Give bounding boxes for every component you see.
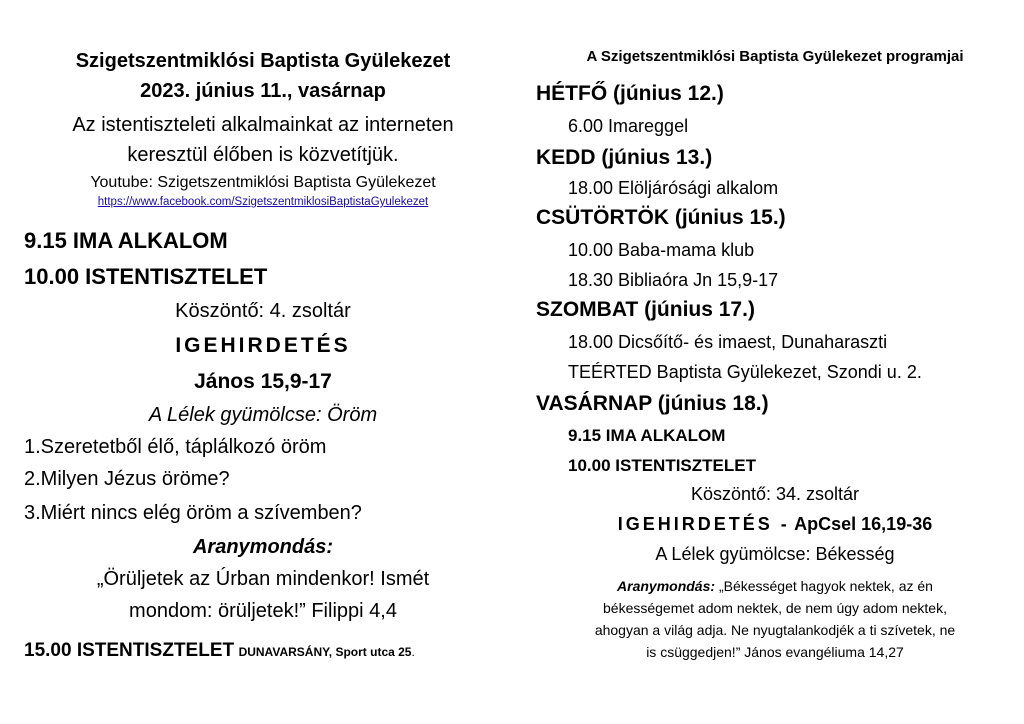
sermon-point-3: 3.Miért nincs elég öröm a szívemben? xyxy=(24,502,362,524)
saturday-event-1: 18.00 Dicsőítő- és imaest, Dunaharaszti xyxy=(568,332,888,352)
afternoon-service: 15.00 ISTENTISZTELET xyxy=(24,640,235,661)
worship-service: 10.00 ISTENTISZTELET xyxy=(24,264,268,289)
day-thursday: CSÜTÖRTÖK (június 15.) xyxy=(536,206,786,229)
sermon-scripture: János 15,9-17 xyxy=(194,370,332,393)
afternoon-service-line xyxy=(24,640,415,662)
tuesday-event-1: 18.00 Elöljárósági alkalom xyxy=(568,178,779,198)
facebook-link[interactable]: https://www.facebook.com/SzigetszentmiklosiBaptistaGyulekezet xyxy=(97,196,429,208)
sunday-prayer: 9.15 IMA ALKALOM xyxy=(568,426,726,445)
sermon-point-1: 1.Szeretetből élő, táplálkozó öröm xyxy=(24,436,327,458)
day-monday: HÉTFŐ (június 12.) xyxy=(536,82,724,105)
sunday-sermon-line xyxy=(536,514,1014,535)
golden-verse-label: Aranymondás: xyxy=(192,536,334,558)
sunday-golden-verse-text1: „Békességet hagyok nektek, az én xyxy=(718,578,933,594)
sunday-golden-verse-line2: békességemet adom nektek, de nem úgy adom nektek, xyxy=(603,600,947,616)
sunday-golden-verse-label: Aranymondás: xyxy=(617,578,716,594)
day-sunday: VASÁRNAP (június 18.) xyxy=(536,392,769,415)
sermon-heading: IGEHIRDETÉS xyxy=(175,334,351,357)
afternoon-place: DUNAVARSÁNY, Sport utca 25 xyxy=(238,645,412,659)
youtube-channel: Youtube: Szigetszentmiklósi Baptista Gyülekezet xyxy=(90,174,436,191)
prayer-meeting: 9.15 IMA ALKALOM xyxy=(24,228,228,253)
sunday-sermon-scripture: ApCsel 16,19-36 xyxy=(794,514,933,534)
church-title: Szigetszentmiklósi Baptista Gyülekezet xyxy=(75,50,451,72)
stream-notice-line1: Az istentiszteleti alkalmainkat az interneten xyxy=(72,114,454,136)
sunday-golden-verse-line3: ahogyan a világ adja. Ne nyugtalankodjék a ti szívetek, ne xyxy=(594,622,956,638)
golden-verse-line2: mondom: örüljetek!” Filippi 4,4 xyxy=(129,600,397,622)
sunday-service: 10.00 ISTENTISZTELET xyxy=(568,456,756,475)
monday-event-1: 6.00 Imareggel xyxy=(568,116,689,136)
greeting-psalm: Köszöntő: 4. zsoltár xyxy=(175,300,351,322)
day-saturday: SZOMBAT (június 17.) xyxy=(536,298,755,321)
thursday-event-2: 18.30 Bibliaóra Jn 15,9-17 xyxy=(568,270,779,290)
stream-notice-line2: keresztül élőben is közvetítjük. xyxy=(127,144,399,166)
sunday-theme: A Lélek gyümölcse: Békesség xyxy=(655,544,895,564)
day-tuesday: KEDD (június 13.) xyxy=(536,146,713,169)
saturday-event-2: TEÉRTED Baptista Gyülekezet, Szondi u. 2. xyxy=(568,362,922,382)
sunday-greeting: Köszöntő: 34. zsoltár xyxy=(690,484,860,504)
afternoon-period: . xyxy=(411,645,415,659)
sunday-sermon-heading: IGEHIRDETÉS - xyxy=(617,514,790,534)
thursday-event-1: 10.00 Baba-mama klub xyxy=(568,240,755,260)
service-date: 2023. június 11., vasárnap xyxy=(140,80,386,102)
sunday-golden-verse-line4: is csüggedjen!” János evangéliuma 14,27 xyxy=(646,644,904,660)
golden-verse-line1: „Örüljetek az Úrban mindenkor! Ismét xyxy=(96,568,430,590)
sermon-point-2: 2.Milyen Jézus öröme? xyxy=(24,468,230,490)
sunday-golden-verse-line1 xyxy=(536,578,1014,594)
sermon-theme: A Lélek gyümölcse: Öröm xyxy=(148,404,378,426)
program-title: A Szigetszentmiklósi Baptista Gyülekezet programjai xyxy=(586,48,964,65)
